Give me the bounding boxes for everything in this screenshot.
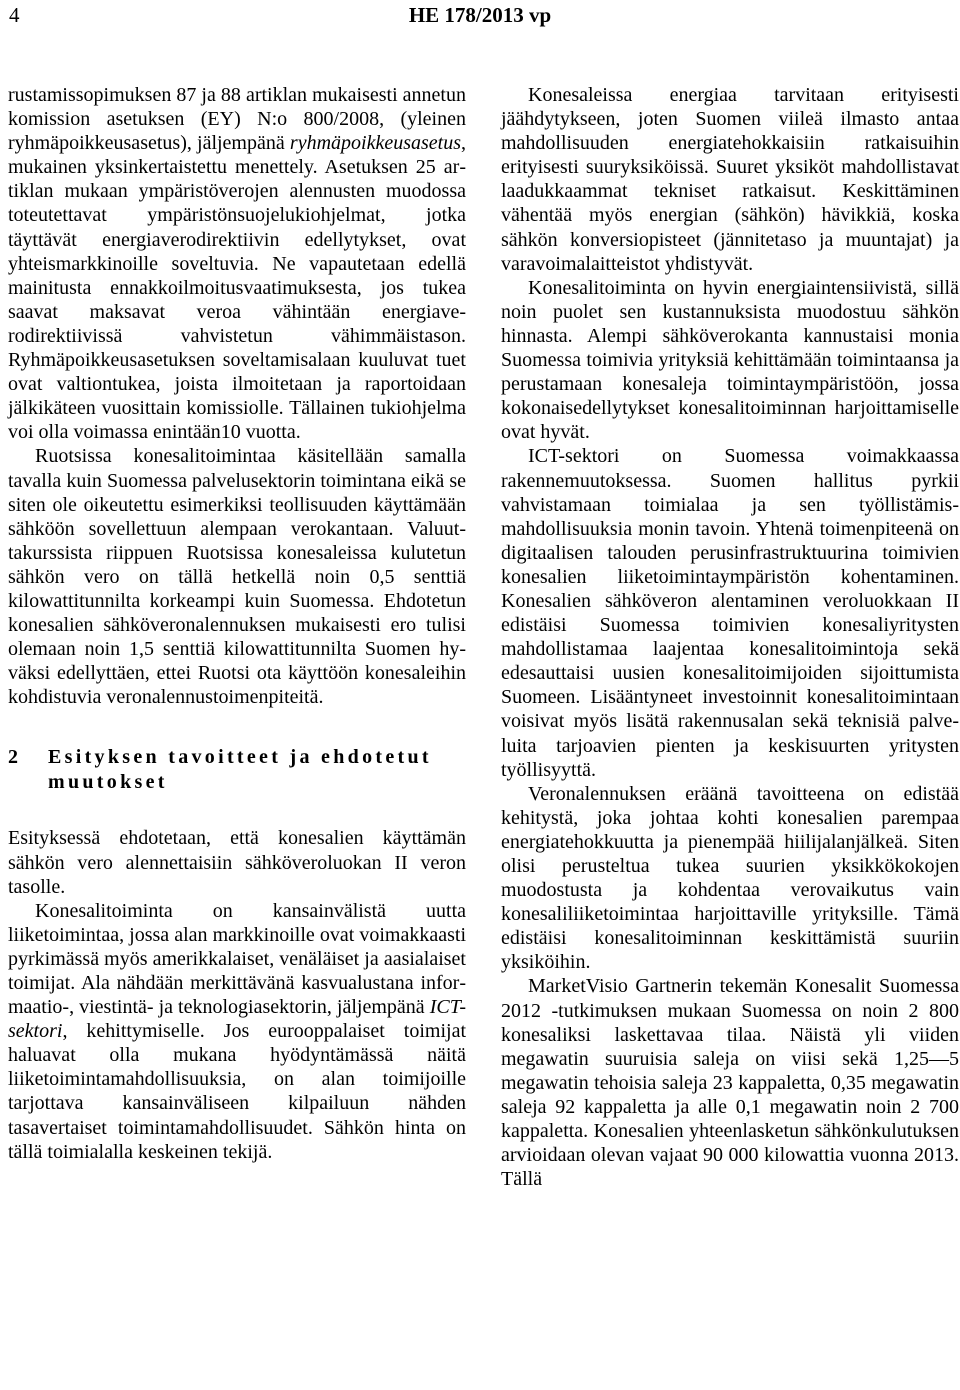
section-title: Esityksen tavoitteet ja ehdotetut muutokset bbox=[48, 746, 432, 794]
right-paragraphs bbox=[501, 83, 959, 1191]
left-column bbox=[8, 83, 466, 1164]
paragraph-text: ICT-sektori on Suomessa voimakkaassa rakennemuutoksessa. Suomen hallitus pyrkii vahvistamaan toimialaa ja sen työllistämismahdollisuuksia monin tavoin. Yhtenä toimenpiteenä on digitaalisen talouden perusinfrastruktuurina toimivien konesalien liiketoimintaympäristön kohentaminen. Konesalien sähköveron alentaminen veroluokkaan II edistäisi Suomessa toimivien konesaliyritysten mahdollistamaa laajentaa konesalitoimintoja sekä edesauttaisi uusien konesalitoimijoiden sijoittumista Suomeen. Lisääntyneet investoinnit konesalitoimintaan voisivat myös lisätä rakennusalan sekä teknisiä palveluita tarjoavien pienten ja keskisuurten yritysten työllisyyttä. bbox=[501, 445, 959, 781]
paragraph bbox=[8, 83, 466, 444]
paragraph-text: Konesaleissa energiaa tarvitaan erityisesti jäähdytykseen, joten Suomen viileä ilmasto antaa mahdollisuuden energiatehokkaisiin ratkaisuihin erityisesti suuryksiköissä. Suuret yksiköt mahdollistavat laadukkaammat tekniset ratkaisut. Keskittäminen vähentää myös energian (sähkön) hävikkiä, koska sähkön konversiopisteet (jännitetaso ja muuntajat) ja varavoimalaitteistot yhdistyvät. bbox=[501, 84, 959, 275]
italic-term: ICT-sektori bbox=[8, 996, 466, 1043]
page-number: 4 bbox=[9, 3, 20, 27]
page-header bbox=[0, 0, 960, 40]
left-paragraphs-bottom bbox=[8, 826, 466, 1163]
paragraph bbox=[8, 444, 466, 709]
paragraph bbox=[501, 276, 959, 445]
left-paragraphs-top bbox=[8, 83, 466, 709]
paragraph bbox=[501, 782, 959, 975]
paragraph bbox=[501, 974, 959, 1191]
section-heading bbox=[8, 745, 466, 795]
paragraph bbox=[501, 83, 959, 276]
right-column bbox=[501, 83, 959, 1191]
section-number: 2 bbox=[8, 746, 18, 769]
paragraph-text: Veronalennuksen eräänä tavoitteena on edistää kehitystä, joka johtaa kohti konesalien parempaa energiatehokkuutta ja pienempää hiilijalanjälkeä. Siten olisi perusteltua tukea suurien yksikkökokojen muodostusta ja kohdentaa verovaikutus vain konesaliliiketoimintaa harjoittaville yrityksille. Tämä edistäisi konesalitoiminnan keskittämistä suuriin yksiköihin. bbox=[501, 782, 959, 974]
paragraph-text: Konesalitoiminta on kansainvälistä uutta liiketoimintaa, jossa alan markkinoille ovat voimakkaasti pyrkimässä myös amerikkalaiset, venäläiset ja aasialaiset toimijat. Ala nähdään merkittävänä kasvualustana informaatio-, viestintä- ja teknologiasektorin, jäljempänä bbox=[8, 899, 466, 1019]
paragraph bbox=[8, 899, 466, 1164]
document-id: HE 178/2013 vp bbox=[408, 3, 552, 27]
paragraph-text: rustamissopimuksen 87 ja 88 artiklan mukaisesti annetun komission asetuksen (EY) N:o 800/2008, (yleinen ryhmäpoikkeusasetus), jäljempänä bbox=[8, 84, 466, 155]
paragraph-text: , mukainen yksinkertaistettu menettely. Asetuksen 25 artiklan mukaan ympäristöverojen alennusten muodossa toteutettavat ympäristönsuojelukiohjelmat, jotka täyttävät energiaverodirektiivin edellytykset, ovat yhteismarkkinoille soveltuvia. Ne vapautetaan edellä mainitusta ennakkoilmoitusvaatimuksesta, jos tukea saavat maksavat veroa vähintään energiaverodirektiivissä vahvistetun vähimmäistason. Ryhmäpoikkeusasetuksen soveltamisalaan kuuluvat tuet ovat valtiontukea, joista ilmoitetaan ja raportoidaan jälkikäteen vuosittain komissiolle. Tällainen tukiohjelma voi olla voimassa enintään10 vuotta. bbox=[8, 132, 466, 444]
paragraph-text: , kehittymiselle. Jos eurooppalaiset toimijat haluavat olla mukana hyödyntämässä näitä liiketoimintamahdollisuuksia, on alan toimijoille tarjottava kansainväliseen kilpailuun nähden tasavertaiset toimintamahdollisuudet. Sähkön hinta on tällä toimialalla keskeinen tekijä. bbox=[8, 1020, 466, 1163]
paragraph-text: Ruotsissa konesalitoimintaa käsitellään samalla tavalla kuin Suomessa palvelusektorin toimintana eikä se siten ole oikeutettu esimerkiksi teollisuuden käyttämään sähköön sovellettuun alempaan verokantaan. Valuuttakurssista riippuen Ruotsissa konesaleissa kulutetun sähkön vero on tällä hetkellä noin 0,5 senttiä kilowattitunnilta korkeampi kuin Suomessa. Ehdotetun konesalien sähköveronalennuksen mukaisesti ero tulisi olemaan noin 1,5 senttiä kilowattitunnilta Suomen hyväksi edellyttäen, ettei Ruotsi ota käyttöön konesaleihin kohdistuvia veronalennustoimenpiteitä. bbox=[8, 445, 466, 709]
paragraph bbox=[8, 826, 466, 898]
italic-term: ryhmäpoikkeusasetus bbox=[289, 132, 461, 155]
paragraph-text: Konesalitoiminta on hyvin energiaintensiivistä, sillä noin puolet sen kustannuksista muodostuu sähkön hinnasta. Alempi sähköverokanta kannustaisi monia Suomessa toimivia yrityksiä kehittämään toimintaansa ja perustamaan konesaleja toimintaympäristöön, jossa kokonaisedellytykset konesalitoiminnan harjoittamiselle ovat hyvät. bbox=[501, 276, 959, 444]
paragraph-text: MarketVisio Gartnerin tekemän Konesalit Suomessa 2012 -tutkimuksen mukaan Suomessa on noin 2 800 konesaliksi laskettavaa tilaa. Näistä yli viiden megawatin suuruisia saleja on viisi sekä 1,25—5 megawatin tehoisia saleja 23 kappaletta, 0,35 megawatin saleja 92 kappaletta ja alle 0,1 megawatin noin 2 700 kappaletta. Konesalien yhteenlasketun sähkönkulutuksen arvioidaan olevan vajaat 90 000 kilowattia vuonna 2013. Tällä bbox=[501, 975, 959, 1191]
paragraph bbox=[501, 444, 959, 781]
paragraph-text: Esityksessä ehdotetaan, että konesalien käyttämän sähkön vero alennettaisiin sähköveroluokan II veron tasolle. bbox=[8, 827, 466, 898]
